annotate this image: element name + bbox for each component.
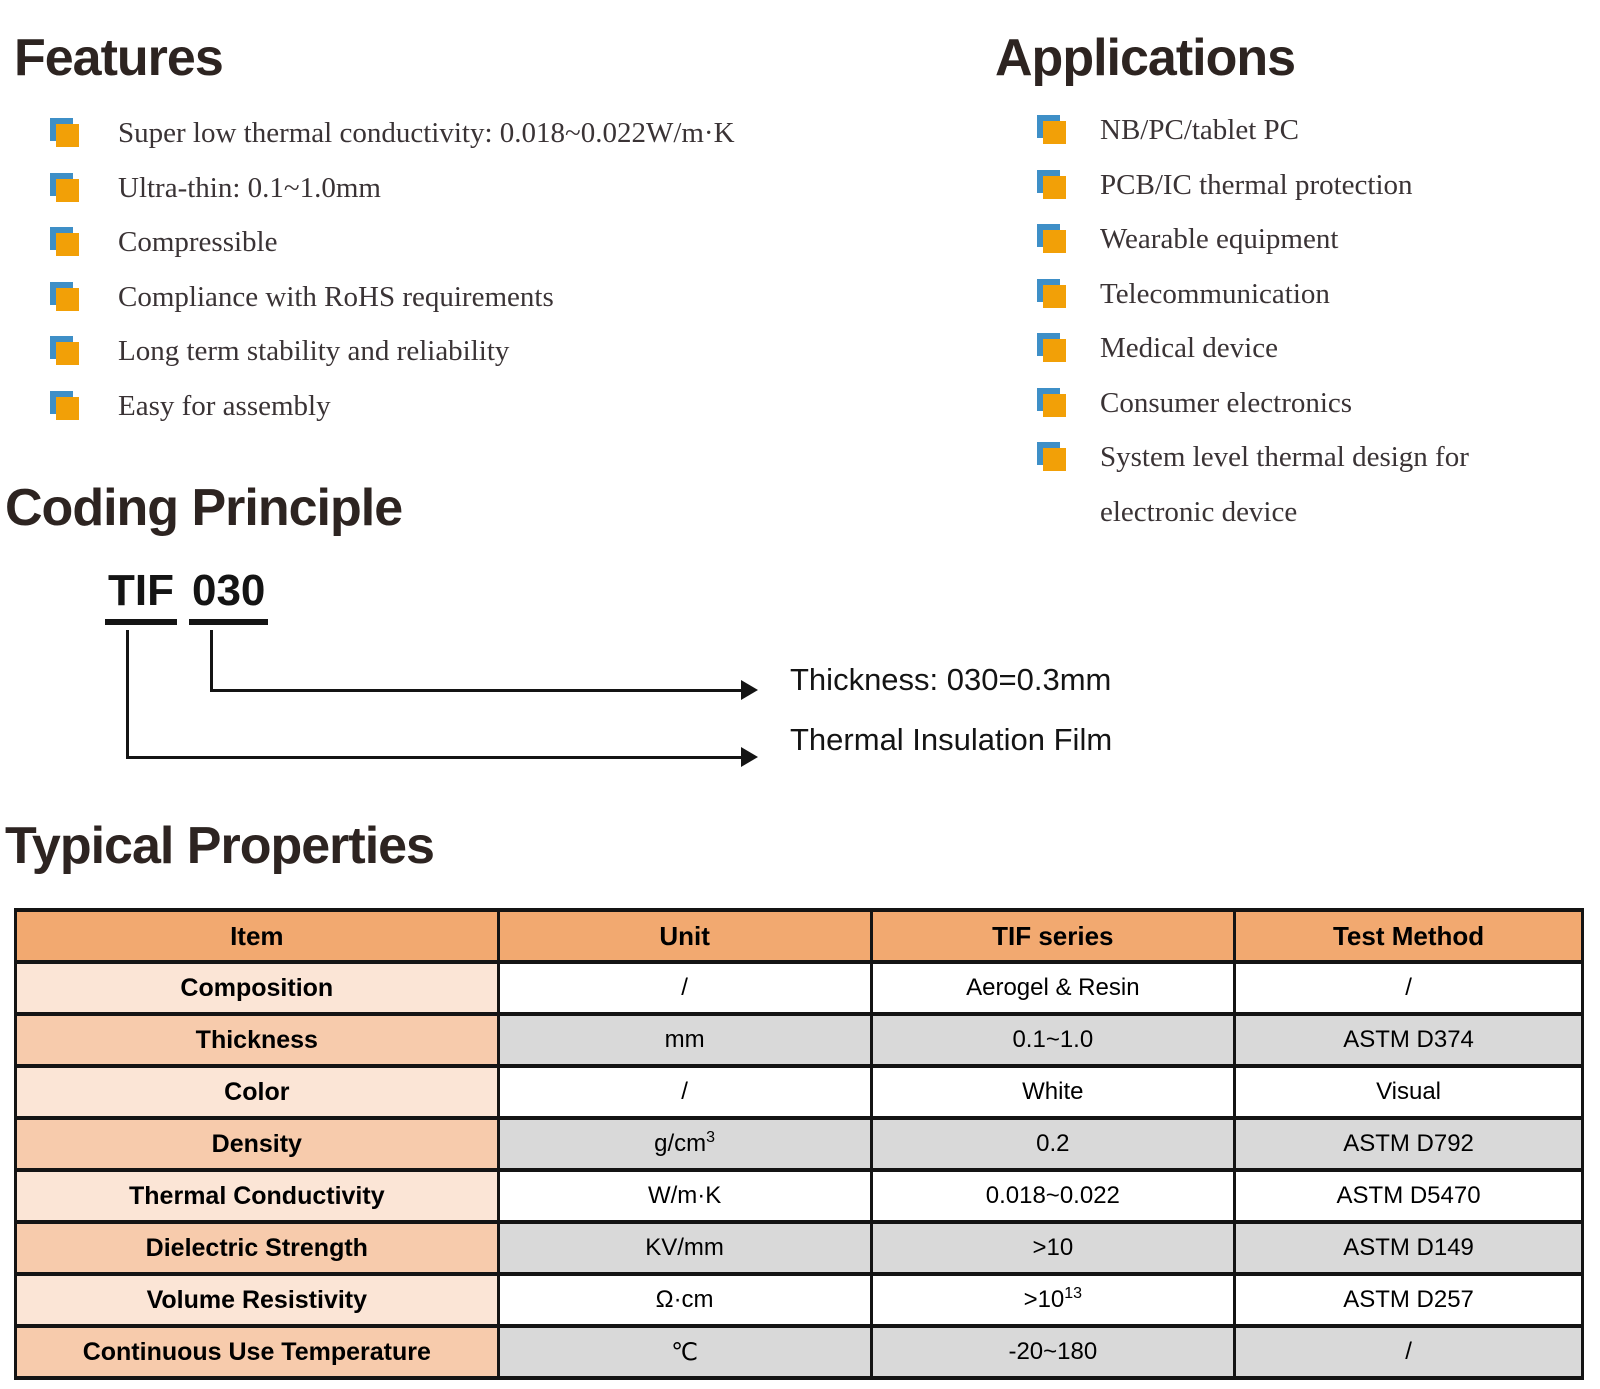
square-bullet-icon <box>1037 333 1067 365</box>
table-row <box>16 1118 1583 1170</box>
list-item <box>50 379 735 434</box>
item-cell: Continuous Use Temperature <box>16 1326 499 1378</box>
connector-line-horizontal-tif <box>126 756 742 759</box>
features-title: Features <box>14 29 223 87</box>
square-bullet-icon <box>50 227 80 259</box>
connector-line-vertical-tif <box>126 630 129 759</box>
application-text: Telecommunication <box>1100 277 1330 310</box>
application-text: Wearable equipment <box>1100 223 1339 255</box>
tif-cell: -20~180 <box>871 1326 1235 1378</box>
unit-cell: Ω·cm <box>498 1274 871 1326</box>
unit-cell: mm <box>498 1014 871 1066</box>
unit-cell: $g/cm^3$ <box>498 1118 871 1170</box>
code-prefix: TIF <box>105 566 177 625</box>
method-cell: / <box>1235 1326 1583 1378</box>
column-header-tif: TIF series <box>871 910 1235 962</box>
item-cell: Thermal Conductivity <box>16 1170 499 1222</box>
connector-line-vertical-030 <box>210 630 213 692</box>
applications-list <box>1037 103 1525 539</box>
feature-text: Easy for assembly <box>118 389 331 422</box>
method-cell: ASTM D374 <box>1235 1014 1583 1066</box>
list-item <box>1037 267 1525 322</box>
method-cell: ASTM D257 <box>1235 1274 1583 1326</box>
table-row <box>16 1014 1583 1066</box>
application-text: System level thermal design for electronic device <box>1100 441 1469 528</box>
square-bullet-icon <box>1037 442 1067 474</box>
list-item <box>50 270 735 325</box>
list-item <box>1037 321 1525 376</box>
application-text: Consumer electronics <box>1100 386 1353 419</box>
square-bullet-icon <box>50 282 80 314</box>
unit-cell: / <box>498 1066 871 1118</box>
tif-cell: Aerogel & Resin <box>871 962 1235 1014</box>
column-header-method: Test Method <box>1235 910 1583 962</box>
list-item <box>1037 158 1525 213</box>
properties-table <box>14 908 1584 1380</box>
tif-cell: 0.018~0.022 <box>871 1170 1235 1222</box>
item-cell: Color <box>16 1066 499 1118</box>
typical-properties-title: Typical Properties <box>5 817 434 875</box>
table-row <box>16 1222 1583 1274</box>
list-item <box>1037 376 1525 431</box>
method-cell: ASTM D792 <box>1235 1118 1583 1170</box>
method-cell: / <box>1235 962 1583 1014</box>
table-row <box>16 1274 1583 1326</box>
unit-cell: / <box>498 962 871 1014</box>
unit-cell: W/m·K <box>498 1170 871 1222</box>
feature-text: Compliance with RoHS requirements <box>118 280 554 313</box>
feature-text: Super low thermal conductivity: 0.018~0.022W/m·K <box>118 117 735 149</box>
item-cell: Dielectric Strength <box>16 1222 499 1274</box>
tif-cell: White <box>871 1066 1235 1118</box>
list-item <box>50 161 735 216</box>
arrow-right-icon <box>741 747 758 767</box>
features-list <box>50 106 735 433</box>
feature-text: Long term stability and reliability <box>118 335 510 367</box>
square-bullet-icon <box>50 391 80 423</box>
square-bullet-icon <box>50 173 80 205</box>
application-text: PCB/IC thermal protection <box>1100 168 1413 201</box>
tif-cell: >10 <box>871 1222 1235 1274</box>
list-item <box>50 106 735 161</box>
feature-text: Ultra-thin: 0.1~1.0mm <box>118 171 381 204</box>
film-name-label: Thermal Insulation Film <box>790 722 1113 757</box>
unit-cell: ℃ <box>498 1326 871 1378</box>
table-header-row <box>16 910 1583 962</box>
method-cell: ASTM D149 <box>1235 1222 1583 1274</box>
method-cell: Visual <box>1235 1066 1583 1118</box>
item-cell: Volume Resistivity <box>16 1274 499 1326</box>
connector-line-horizontal-030 <box>210 689 742 692</box>
arrow-right-icon <box>741 680 758 700</box>
table-row <box>16 1326 1583 1378</box>
application-text: Medical device <box>1100 332 1278 364</box>
applications-title: Applications <box>995 29 1296 87</box>
square-bullet-icon <box>50 118 80 150</box>
list-item <box>1037 212 1525 267</box>
application-text: NB/PC/tablet PC <box>1100 114 1300 146</box>
column-header-unit: Unit <box>498 910 871 962</box>
tif-cell: $>10^{13}$ <box>871 1274 1235 1326</box>
table-row <box>16 1066 1583 1118</box>
list-item <box>50 215 735 270</box>
table-row <box>16 1170 1583 1222</box>
square-bullet-icon <box>1037 224 1067 256</box>
column-header-item: Item <box>16 910 499 962</box>
tif-cell: 0.1~1.0 <box>871 1014 1235 1066</box>
tif-cell: 0.2 <box>871 1118 1235 1170</box>
square-bullet-icon <box>1037 279 1067 311</box>
product-code <box>105 566 268 625</box>
thickness-code-label: Thickness: 030=0.3mm <box>790 662 1112 697</box>
item-cell: Thickness <box>16 1014 499 1066</box>
item-cell: Density <box>16 1118 499 1170</box>
square-bullet-icon <box>1037 388 1067 420</box>
square-bullet-icon <box>1037 115 1067 147</box>
feature-text: Compressible <box>118 226 278 258</box>
square-bullet-icon <box>50 336 80 368</box>
list-item <box>50 324 735 379</box>
unit-cell: KV/mm <box>498 1222 871 1274</box>
method-cell: ASTM D5470 <box>1235 1170 1583 1222</box>
coding-principle-title: Coding Principle <box>5 479 403 537</box>
list-item <box>1037 103 1525 158</box>
square-bullet-icon <box>1037 170 1067 202</box>
code-number: 030 <box>189 566 268 625</box>
table-row <box>16 962 1583 1014</box>
list-item <box>1037 430 1525 539</box>
item-cell: Composition <box>16 962 499 1014</box>
